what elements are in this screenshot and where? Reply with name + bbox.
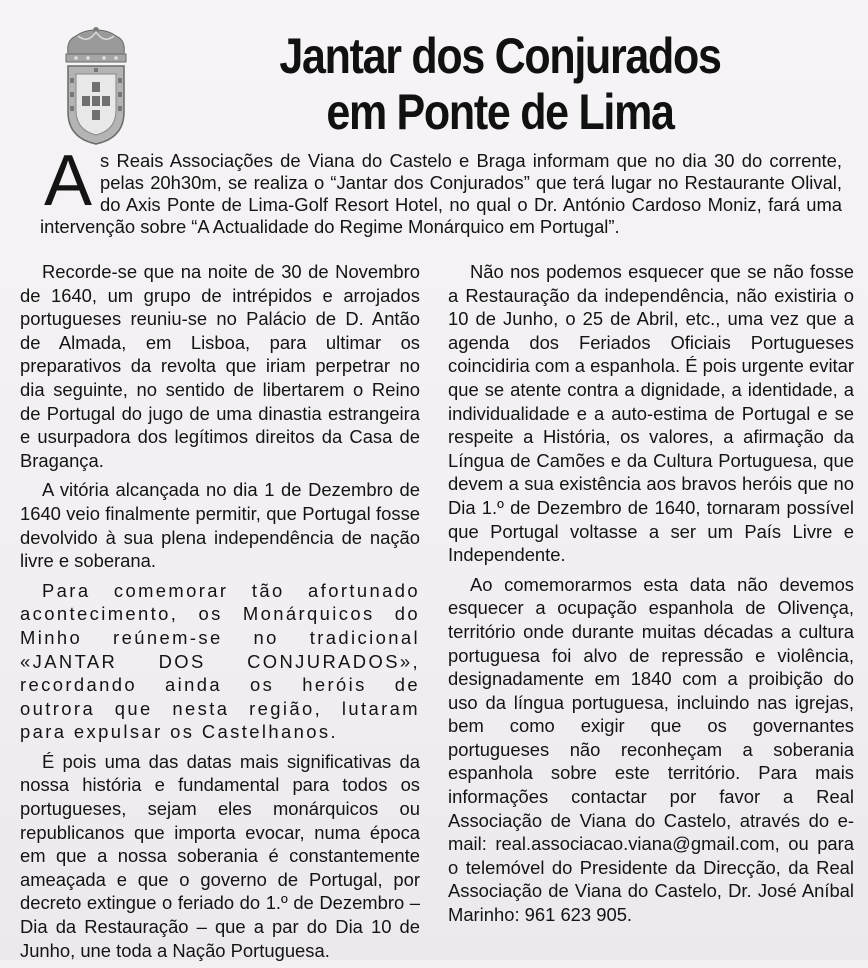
right-paragraph-1: Não nos podemos esquecer que se não fosse a Restauração da independência, não existiria o 10 de Junho, o 25 de Abril, etc., uma vez que a agenda dos Feriados Oficiais Portugueses coincidiria com a espanhola. É pois urgente evitar que se atente contra a dignidade, a identidade, a individualidade e a auto-estima de Portugal e se respeite a História, os valores, a afirmação da Língua de Camões e da Cultura Portuguesa, que devem a sua existência aos bravos heróis que no Dia 1.º de Dezembro de 1640, tornaram possível que Portugal voltasse a ser um País Livre e Independente. [448, 261, 854, 566]
article-intro [40, 141, 842, 238]
left-paragraph-4: É pois uma das datas mais significativas da nossa história e fundamental para todos os portugueses, sejam eles monárquicos ou republicanos que importa evocar, numa época em que a nossa soberania é constantemente ameaçada e que o governo de Portugal, por decreto extingue o feriado do 1.º de Dezembro – Dia da Restauração – que a par do Dia 10 de Junho, une toda a Nação Portuguesa. [20, 750, 420, 961]
right-paragraph-2: Ao comemorarmos esta data não devemos esquecer a ocupação espanhola de Olivença, território onde durante muitas décadas a cultura portuguesa foi alvo de repressão e violência, designadamente em 1840 com a proibição do uso da língua portuguesa, incluindo nas igrejas, bem como exigir que os governantes portugueses não reconheçam a soberania espanhola sobre este território. Para mais informações contactar por favor a Real Associação de Viana do Castelo, através do e-mail: real.associacao.viana@gmail.com, ou para o telemóvel do Presidente da Direcção, da Real Associação de Viana do Castelo, Dr. José Aníbal Marinho: 961 623 905. [448, 573, 854, 926]
article-headline [208, 28, 793, 140]
right-column [448, 260, 854, 933]
royal-coat-of-arms-icon [58, 26, 134, 148]
left-paragraph-1: Recorde-se que na noite de 30 de Novembro de 1640, um grupo de intrépidos e arrojados portugueses reuniu-se no Palácio de D. Antão de Almada, em Lisboa, para ultimar os preparativos da revolta que iriam perpetrar no dia seguinte, no sentido de libertarem o Reino de Portugal do jugo de uma dinastia estrangeira e usurpadora dos legítimos direitos da Casa de Bragança. [20, 261, 420, 471]
left-paragraph-3: Para comemorar tão afortunado acontecimento, os Monárquicos do Minho reúnem-se no tradicional «JANTAR DOS CONJURADOS», recordando ainda os heróis de outrora que nesta região, lutaram para expulsar os Castelhanos. [20, 579, 420, 743]
headline-line-1: Jantar dos Conjurados [279, 28, 721, 84]
left-paragraph-2: A vitória alcançada no dia 1 de Dezembro de 1640 veio finalmente permitir, que Portugal fosse devolvido à sua plena independência de nação livre e soberana. [20, 479, 420, 572]
headline-line-2: em Ponte de Lima [326, 84, 674, 140]
left-column [20, 260, 420, 968]
intro-text: s Reais Associações de Viana do Castelo e Braga informam que no dia 30 do corrente, pelas 20h30m, se realiza o “Jantar dos Conjurados” que terá lugar no Restaurante Olival, do Axis Ponte de Lima-Golf Resort Hotel, no qual o Dr. António Cardoso Moniz, fará uma intervenção sobre “A Actualidade do Regime Monárquico em Portugal”. [40, 150, 842, 237]
drop-cap: A [44, 141, 93, 221]
